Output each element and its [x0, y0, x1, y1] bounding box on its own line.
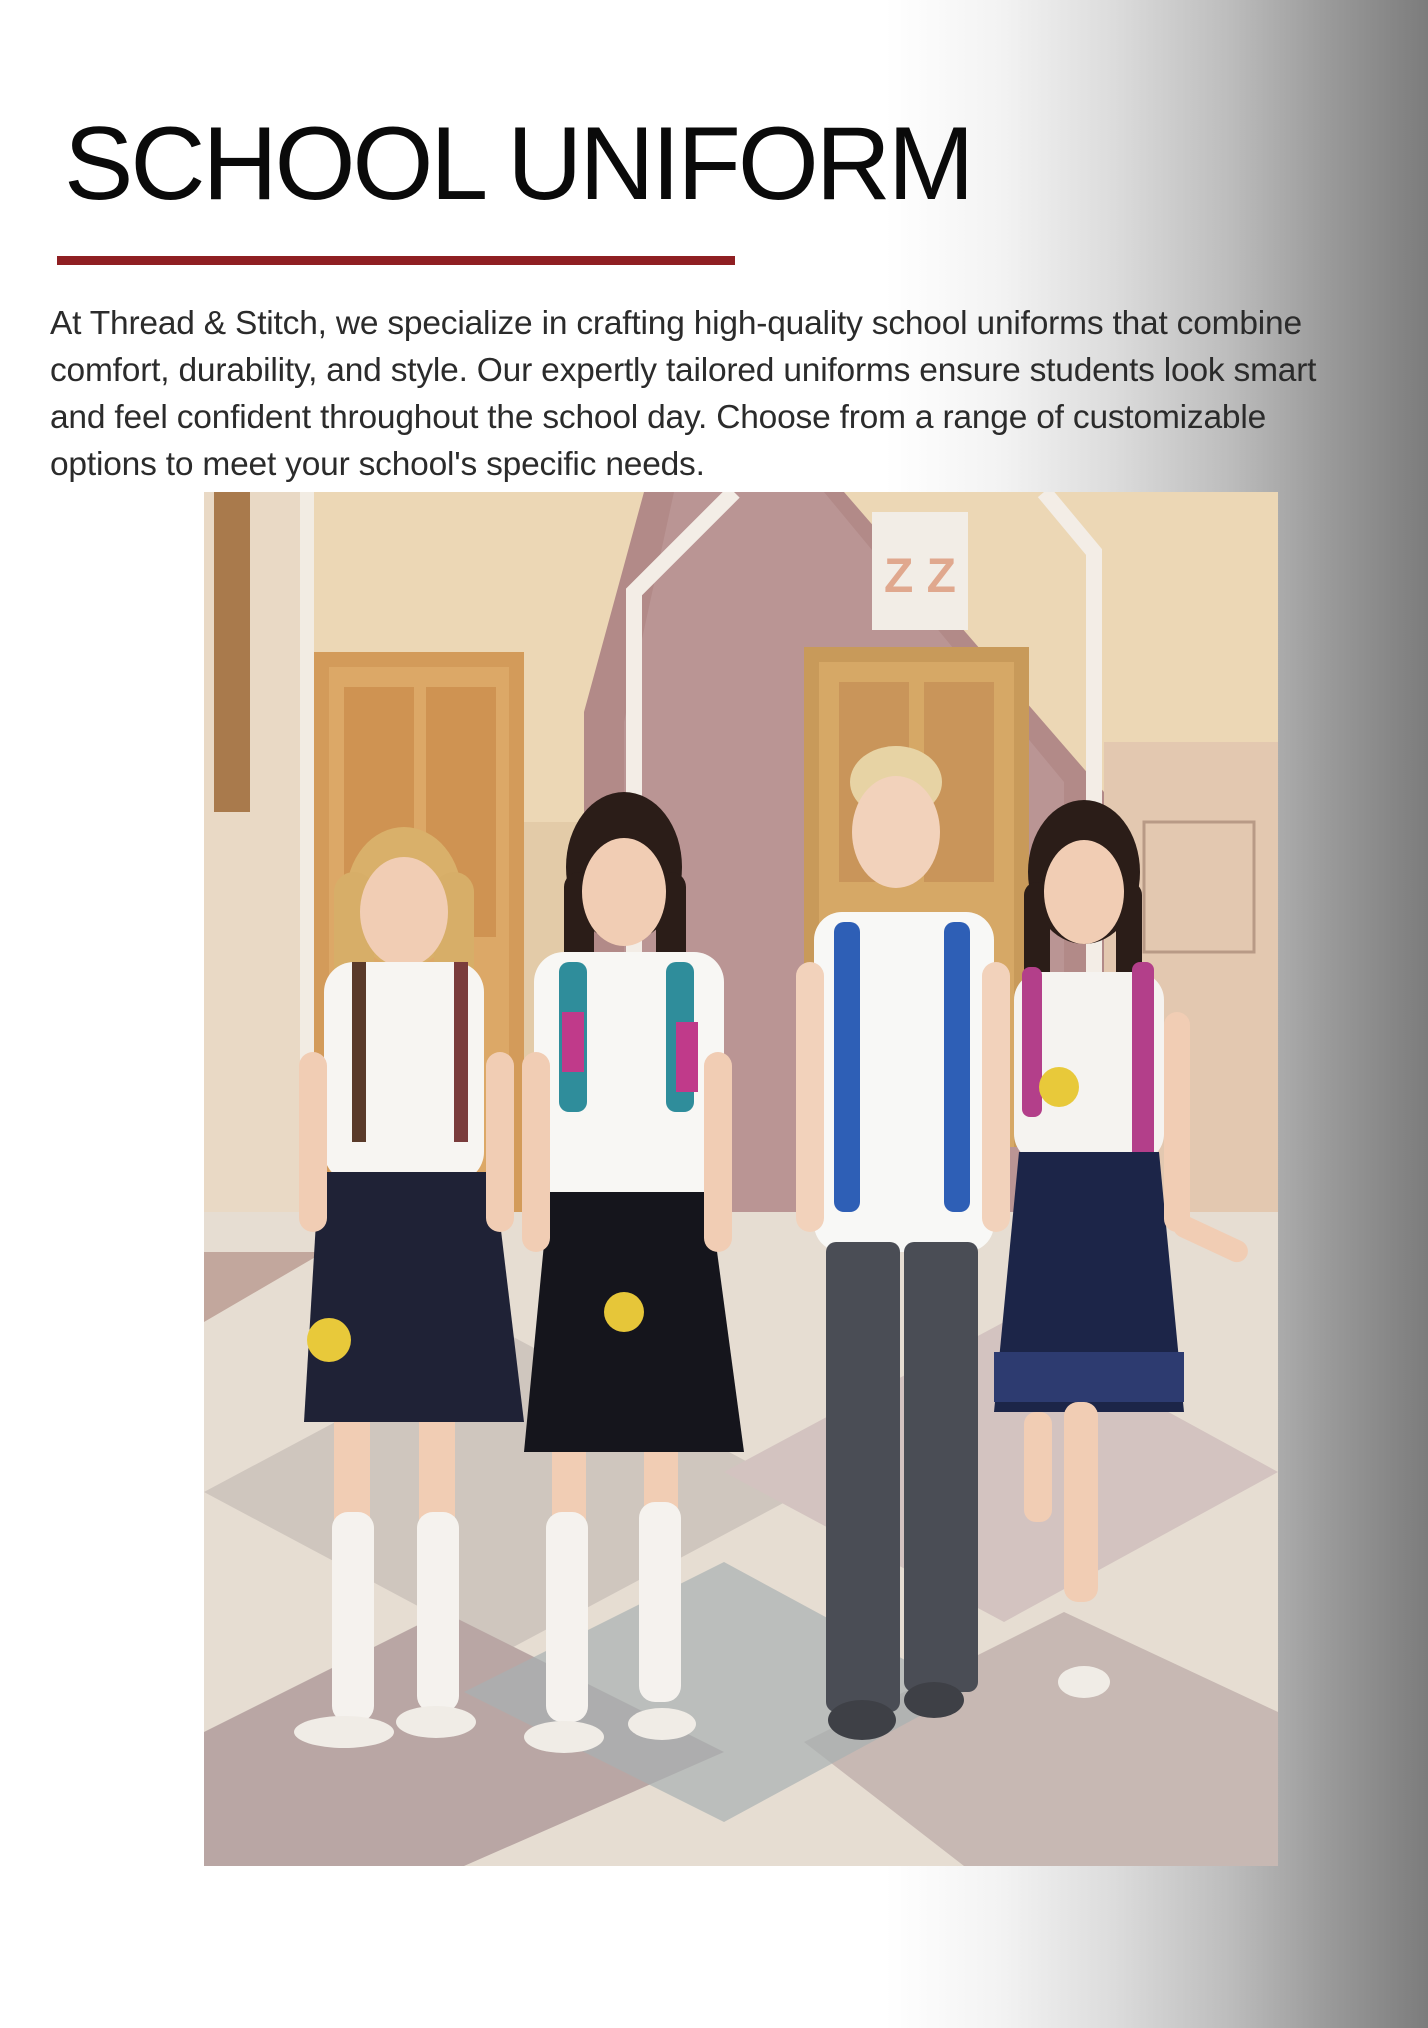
- sign-text: Z Z: [884, 550, 956, 603]
- wall-sign: [872, 512, 968, 630]
- students-photo: [204, 492, 1278, 1866]
- page-title: SCHOOL UNIFORM: [64, 106, 972, 222]
- title-underline: [57, 256, 735, 265]
- intro-paragraph: At Thread & Stitch, we specialize in crafting high-quality school uniforms that combine comfort, durability, and style. Our expertly tailored uniforms ensure students look smart and feel confident throughout the school day. Choose from a range of customizable options to meet your school's specific needs.: [50, 305, 1317, 483]
